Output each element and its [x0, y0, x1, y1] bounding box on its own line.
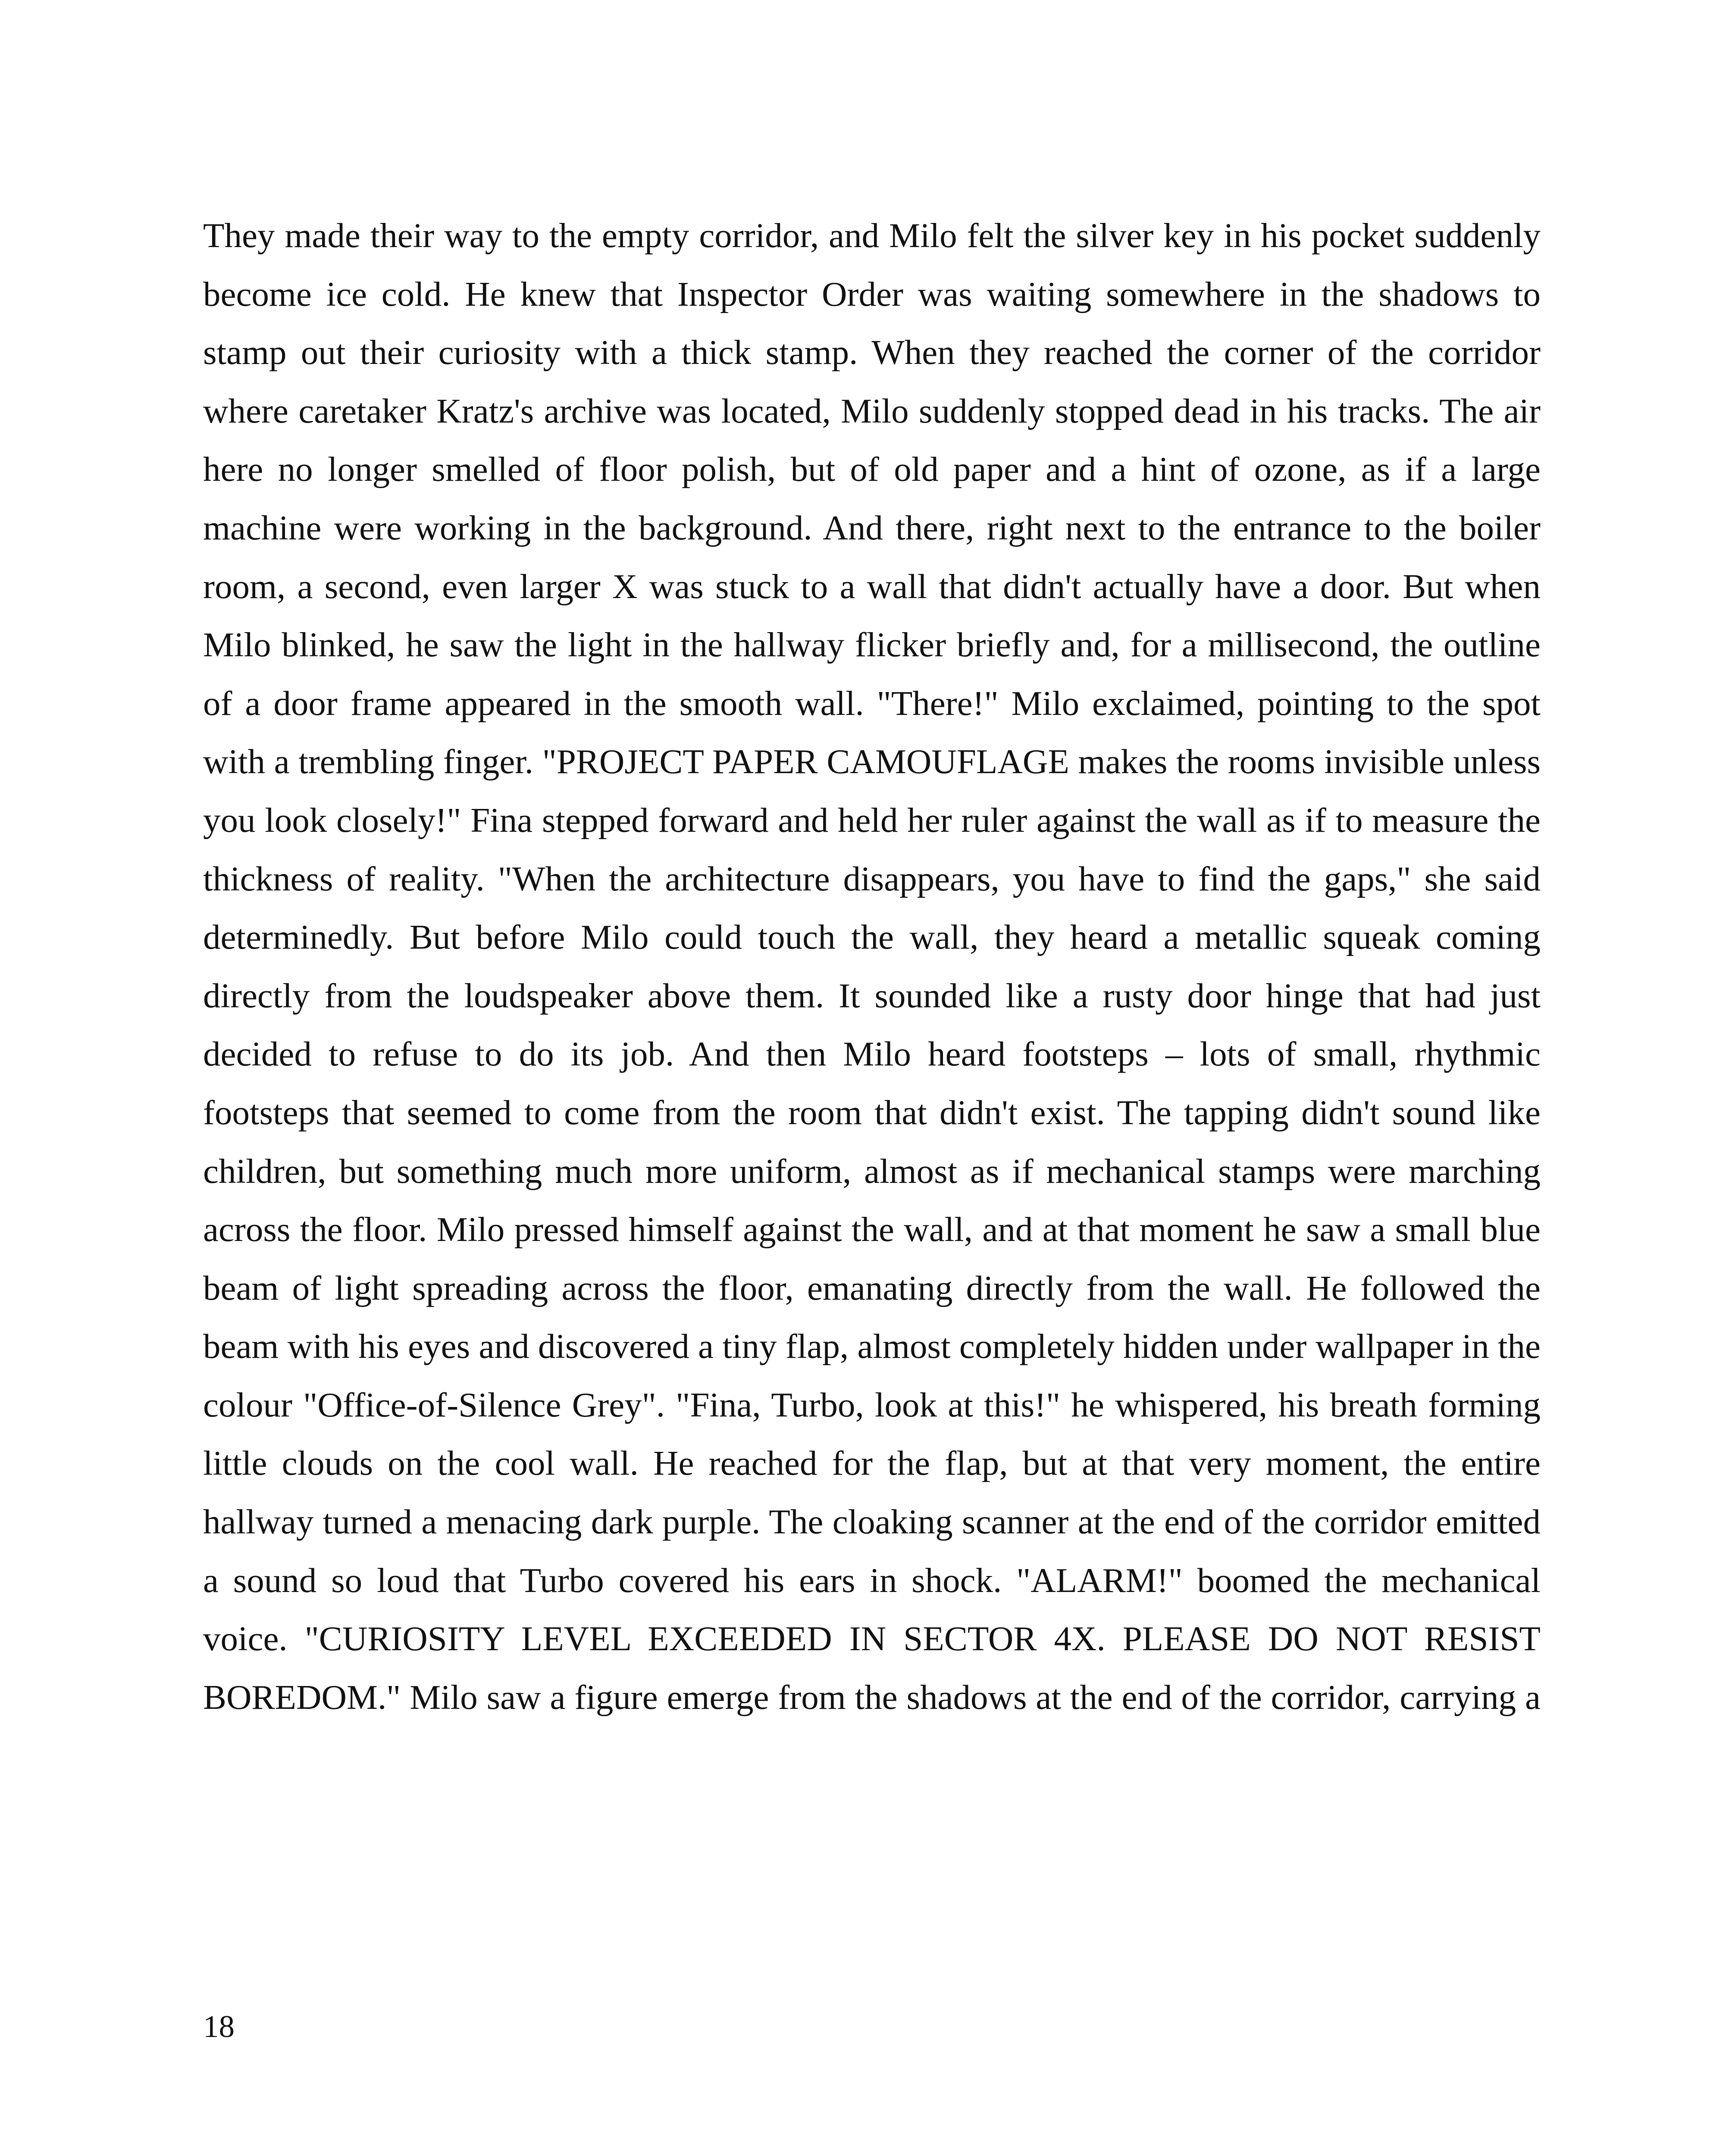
page-number: 18 — [203, 2009, 235, 2044]
body-paragraph: They made their way to the empty corridor, and Milo felt the silver key in his pocket suddenly become ice cold. He knew that Inspector Order was waiting somewhere in the shadows to stamp out their curiosity with a thick stamp. When they reached the corner of the corridor where caretaker Kratz's archive was located, Milo suddenly stopped dead in his tracks. The air here no longer smelled of floor polish, but of old paper and a hint of ozone, as if a large machine were working in the background. And there, right next to the entrance to the boiler room, a second, even larger X was stuck to a wall that didn't actually have a door. But when Milo blinked, he saw the light in the hallway flicker briefly and, for a millisecond, the outline of a door frame appeared in the smooth wall. "There!" Milo exclaimed, pointing to the spot with a trembling finger. "PROJECT PAPER CAMOUFLAGE makes the rooms invisible unless you look closely!" Fina stepped forward and held her ruler against the wall as if to measure the thickness of reality. "When the architecture disappears, you have to find the gaps," she said determinedly. But before Milo could touch the wall, they heard a metallic squeak coming directly from the loudspeaker above them. It sounded like a rusty door hinge that had just decided to refuse to do its job. And then Milo heard footsteps – lots of small, rhythmic footsteps that seemed to come from the room that didn't exist. The tapping didn't sound like children, but something much more uniform, almost as if mechanical stamps were marching across the floor. Milo pressed himself against the wall, and at that moment he saw a small blue beam of light spreading across the floor, emanating directly from the wall. He followed the beam with his eyes and discovered a tiny flap, almost completely hidden under wallpaper in the colour "Office-of-Silence Grey". "Fina, Turbo, look at this!" he whispered, his breath forming little clouds on the cool wall. He reached for the flap, but at that very moment, the entire hallway turned a menacing dark purple. The cloaking scanner at the end of the corridor emitted a sound so loud that Turbo covered his ears in shock. "ALARM!" boomed the mechanical voice. "CURIOSITY LEVEL EXCEEDED IN SECTOR 4X. PLEASE DO NOT RESIST BOREDOM." Milo saw a figure emerge from the shadows at the end of the corridor, carrying a — [203, 216, 1541, 1717]
